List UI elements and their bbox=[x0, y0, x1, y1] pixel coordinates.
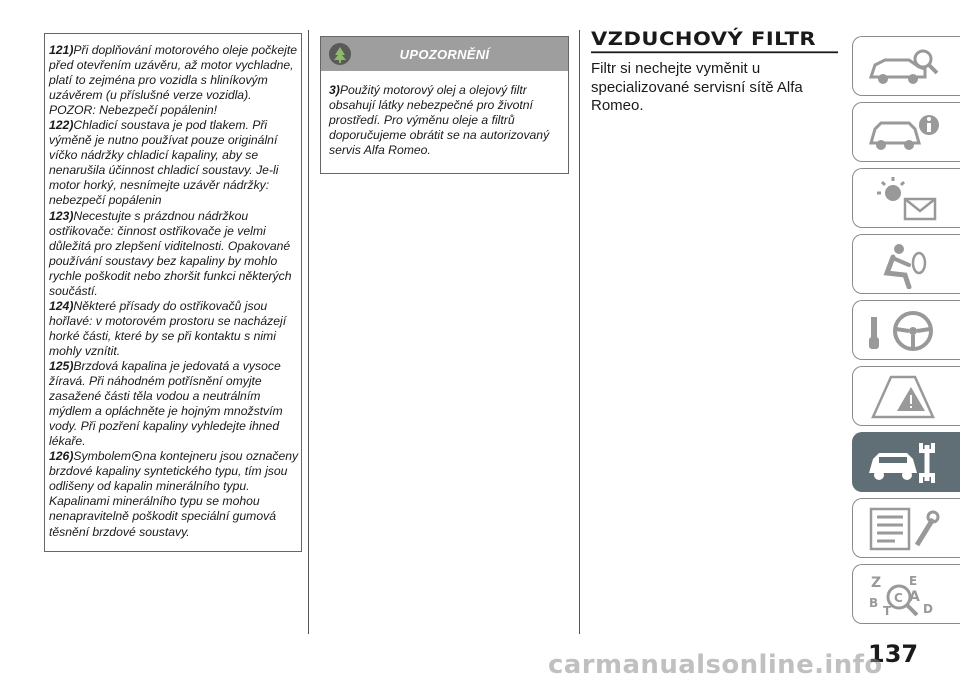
checklist-wrench-icon bbox=[865, 505, 943, 553]
section-body: Filtr si nechejte vyměnit u specializované servisní sítě Alfa Romeo. bbox=[591, 60, 803, 114]
alert-body: 3)Použitý motorový olej a olejový filtr obsahují látky nebezpečné pro životní prostředí. Pro výměnu oleje a filtrů doporučujeme obrátit se na autorizovaný servis Alfa Romeo. bbox=[329, 83, 550, 158]
svg-text:T: T bbox=[883, 604, 892, 618]
warning-light-envelope-icon bbox=[865, 175, 943, 223]
alert-title: UPOZORNĚNÍ bbox=[399, 46, 490, 62]
svg-text:C: C bbox=[894, 591, 903, 605]
tab-vehicle-info[interactable] bbox=[852, 102, 960, 162]
tab-technical-data[interactable] bbox=[852, 498, 960, 558]
watermark: carmanualsonline.info bbox=[548, 650, 883, 680]
svg-text:A: A bbox=[909, 589, 920, 605]
alert-box bbox=[320, 36, 569, 174]
tab-safety[interactable] bbox=[852, 234, 960, 294]
warning-122: 122)Chladicí soustava je pod tlakem. Při výměně je nutno používat pouze originální víčko nádržky chladicí kapaliny, aby se nenarušila účinnost chladicí soustavy. Je-li motor horký, nesnímejte uzávěr nádržky: nebezpečí popálenin bbox=[49, 118, 279, 208]
key-steering-wheel-icon bbox=[865, 307, 943, 355]
warning-126: 126)Symbolem na kontejneru jsou označeny brzdové kapaliny syntetického typu, tím jsou odlišeny od kapalin minerálního typu. Kapalinami minerálního typu se mohou nenapravitelně poškodit speciální gumová těsnění brzdové soustavy. bbox=[49, 449, 299, 539]
tab-emergency[interactable] bbox=[852, 366, 960, 426]
column-divider-1 bbox=[308, 30, 309, 634]
warning-123: 123)Necestujte s prázdnou nádržkou ostřikovače: činnost ostřikovače je velmi důležitá pro zlepšení viditelnosti. Opakované používání soustavy bez kapaliny by mohlo rychle poškodit nebo zhoršit funkci některých součástí. bbox=[49, 208, 292, 298]
svg-text:B: B bbox=[869, 596, 879, 610]
road-warning-icon bbox=[865, 373, 943, 421]
brake-fluid-symbol-icon bbox=[132, 451, 142, 461]
seated-person-airbag-icon bbox=[865, 241, 943, 289]
warnings-box bbox=[44, 33, 302, 552]
tab-starting-driving[interactable] bbox=[852, 300, 960, 360]
column-divider-2 bbox=[579, 30, 580, 634]
svg-text:E: E bbox=[909, 574, 918, 588]
warning-124: 124)Některé přísady do ostřikovačů jsou hořlavé: v motorovém prostoru se nacházejí horké části, které by se při kontaktu s nimi mohly vznítit. bbox=[49, 298, 287, 358]
car-wrench-icon bbox=[865, 439, 943, 487]
tab-vehicle-overview[interactable] bbox=[852, 36, 960, 96]
svg-text:Z: Z bbox=[871, 575, 882, 591]
warning-121: 121)Při doplňování motorového oleje počkejte před otevřením uzávěru, až motor vychladne, platí to zejména pro vozidla s hliníkovým uzávěrem (u příslušné verze vozidla). POZOR: Nebezpečí popálenin! bbox=[49, 43, 297, 118]
page-number: 137 bbox=[868, 640, 919, 668]
car-magnifier-icon bbox=[865, 43, 943, 91]
svg-text:D: D bbox=[923, 602, 933, 616]
warning-125: 125)Brzdová kapalina je jedovatá a vysoce žíravá. Při náhodném potřísnění omyjte zasažené části těla vodou a neutrálním mýdlem a opláchněte je hojným množstvím vody. Při pozření kapaliny vyhledejte ihned lékaře. bbox=[49, 358, 283, 449]
alphabet-magnifier-icon bbox=[865, 571, 943, 619]
tab-lights-messages[interactable] bbox=[852, 168, 960, 228]
environment-tree-icon bbox=[329, 43, 351, 65]
tab-index[interactable] bbox=[852, 564, 960, 624]
alert-header bbox=[321, 37, 568, 71]
section-title: VZDUCHOVÝ FILTR bbox=[591, 28, 838, 53]
car-info-icon bbox=[865, 109, 943, 157]
tab-maintenance[interactable] bbox=[852, 432, 960, 492]
